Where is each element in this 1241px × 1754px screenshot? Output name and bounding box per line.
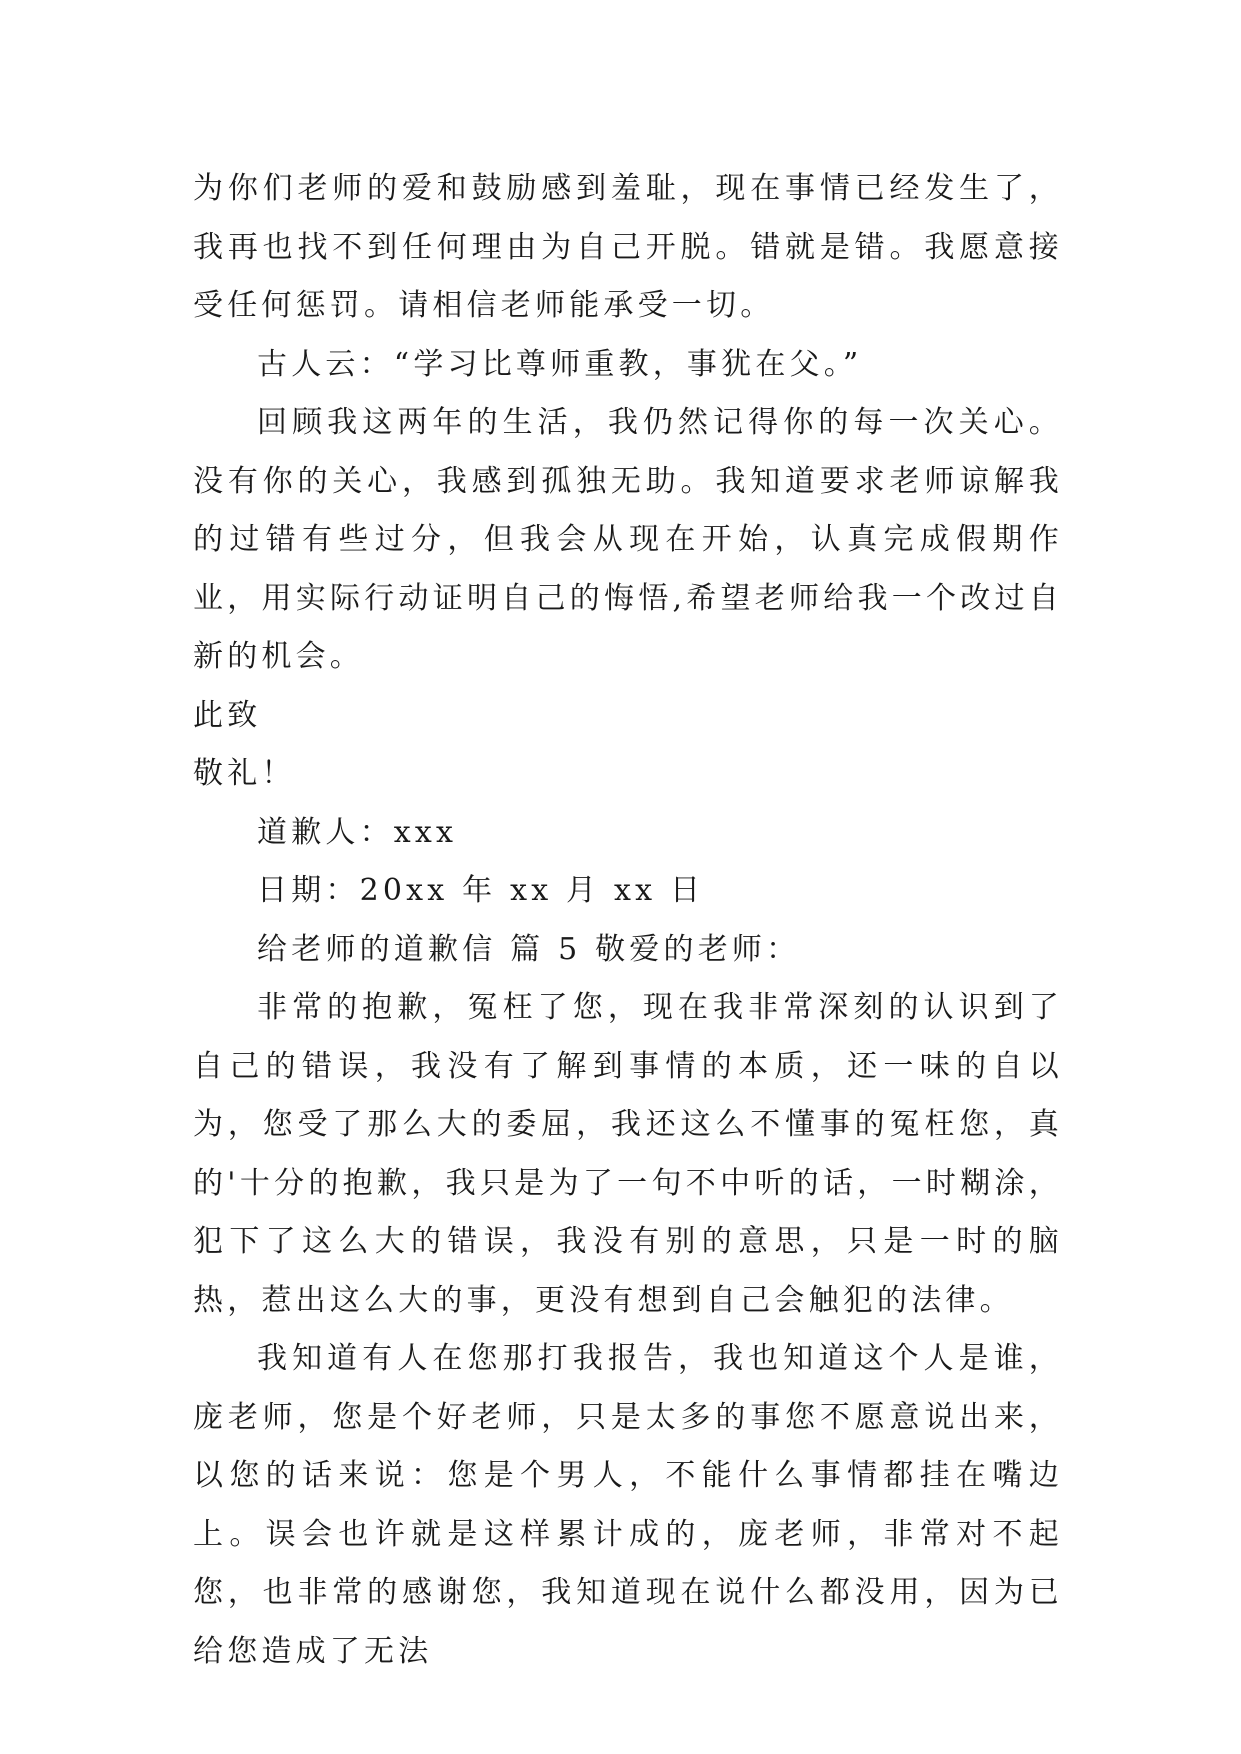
signature-apologizer: 道歉人：xxx bbox=[257, 814, 458, 850]
paragraph-review: 回顾我这两年的生活，我仍然记得你的每一次关心。没有你的关心，我感到孤独无助。我知道要求老师谅解我的过错有些过分，但我会从现在开始，认真完成假期作业，用实际行动证明自己的悔悟,希望老师给我一个改过自新的机会。 bbox=[193, 405, 1063, 674]
paragraph-report: 我知道有人在您那打我报告，我也知道这个人是谁，庞老师，您是个好老师，只是太多的事您不愿意说出来，以您的话来说：您是个男人，不能什么事情都挂在嘴边上。误会也许就是这样累计成的，庞老师，非常对不起您，也非常的感谢您，我知道现在说什么都没用，因为已给您造成了无法 bbox=[193, 1341, 1063, 1669]
paragraph-apology: 非常的抱歉，冤枉了您，现在我非常深刻的认识到了自己的错误，我没有了解到事情的本质，还一味的自以为，您受了那么大的委屈，我还这么不懂事的冤枉您，真的'十分的抱歉，我只是为了一句不中听的话，一时糊涂，犯下了这么大的错误，我没有别的意思，只是一时的脑热，惹出这么大的事，更没有想到自己会触犯的法律。 bbox=[193, 990, 1063, 1318]
letter-body bbox=[193, 160, 1063, 1681]
closing-cizhi: 此致 bbox=[193, 697, 262, 733]
signature-date: 日期：20xx 年 xx 月 xx 日 bbox=[257, 873, 705, 908]
closing-jingli: 敬礼！ bbox=[193, 756, 296, 791]
paragraph-ancient-saying: 古人云：“学习比尊师重教，事犹在父。” bbox=[257, 346, 863, 382]
letter-5-heading: 给老师的道歉信 篇 5 敬爱的老师： bbox=[257, 931, 801, 967]
paragraph-shame: 为你们老师的爱和鼓励感到羞耻，现在事情已经发生了，我再也找不到任何理由为自己开脱。错就是错。我愿意接受任何惩罚。请相信老师能承受一切。 bbox=[193, 171, 1063, 323]
